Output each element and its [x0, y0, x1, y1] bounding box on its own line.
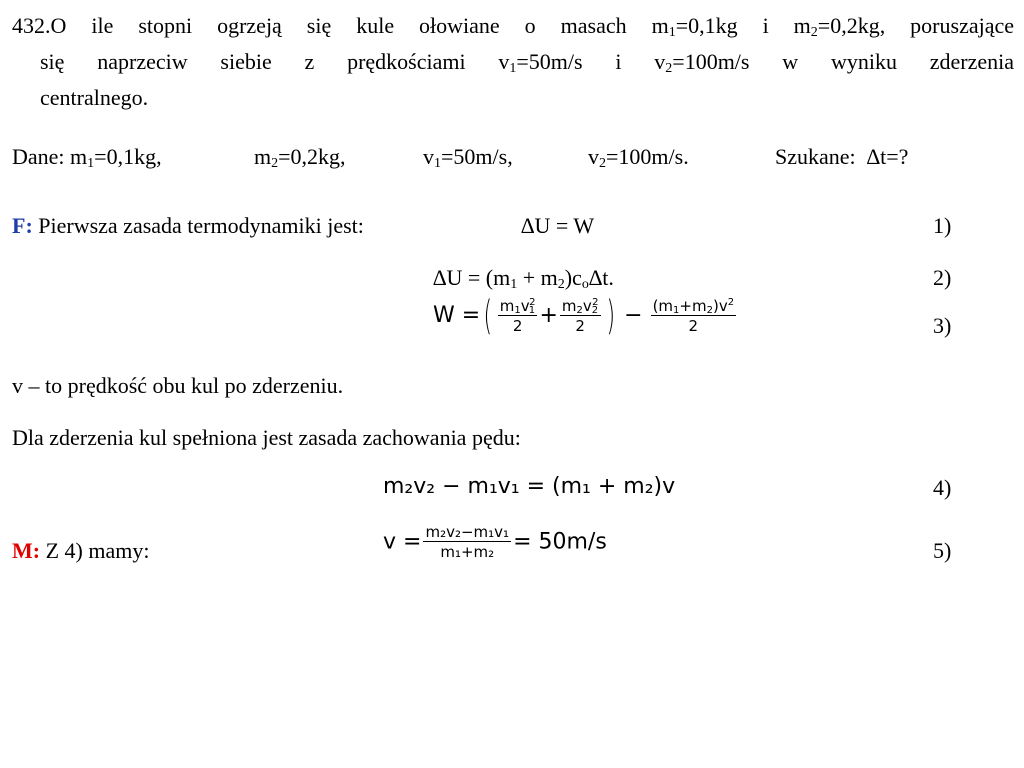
momentum-statement: Dla zderzenia kul spełniona jest zasada zachowania pędu:	[12, 425, 521, 450]
given-v1: $v_1=50m/s$,	[423, 144, 513, 171]
given-m2: $m_2=0,2kg$,	[254, 144, 346, 171]
given-data: Dane: $m_1=0,1kg$,	[12, 144, 162, 171]
equation-2-number: 2)	[933, 265, 952, 290]
physics-intro	[12, 213, 364, 239]
equation-1-number: 1)	[933, 213, 952, 238]
left-paren: (	[483, 293, 493, 339]
problem-line-2: się naprzeciw siebie z prędkościami $v_1=50m/s$ i $v_2=100m/s$ w wyniku zderzenia	[40, 49, 1015, 76]
physics-text: Pierwsza zasada termodynamiki jest:	[38, 213, 364, 238]
equation-2: $\Delta U = (m_1 + m_2)c_o\Delta t$.	[433, 265, 614, 292]
math-text: Z 4) mamy:	[45, 538, 150, 563]
equation-1: ∆U = W	[521, 213, 595, 238]
right-paren: )	[606, 293, 615, 339]
problem-line-1: 432.O ile stopni ogrzeją się kule ołowiane o masach $m_1=0,1kg$ i $m_2=0,2kg$, poruszające	[12, 13, 1015, 40]
fraction-m2v2: $\frac{m_2v_2^2}{2}$	[561, 296, 599, 335]
fraction-v: $\frac{\text{m₂v₂−m₁v₁}}{\text{m₁+m₂}}$	[425, 523, 510, 561]
equation-5: v = $\frac{\text{m₂v₂−m₁v₁}}{\text{m₁+m₂}}$ = 50m/s	[383, 523, 607, 561]
problem-line-3: centralnego.	[40, 85, 149, 110]
equation-4-number: 4)	[933, 475, 952, 500]
equation-3: W =( $\frac{m_1v_1^2}{2}$ + $\frac{m_2v_2^2}{2}$ ) − $\frac{(m_1+m_2)v^2}{2}$	[433, 293, 735, 339]
fraction-total: $\frac{(m_1+m_2)v^2}{2}$	[652, 296, 735, 335]
velocity-definition: v – to prędkość obu kul po zderzeniu.	[12, 373, 344, 398]
math-label: M:	[12, 538, 41, 563]
equation-4: m₂v₂ − m₁v₁ = (m₁ + m₂)v	[383, 474, 676, 499]
equation-3-number: 3)	[933, 313, 952, 338]
given-v2: $v_2=100m/s$.	[588, 144, 689, 171]
equation-5-number: 5)	[933, 538, 952, 563]
physics-label: F:	[12, 213, 33, 238]
math-intro	[12, 538, 149, 564]
equation-3-lhs: W =	[433, 302, 481, 328]
problem-statement	[12, 8, 1014, 116]
fraction-m1v1: $\frac{m_1v_1^2}{2}$	[499, 296, 536, 335]
sought: Szukane: ∆t=?	[775, 144, 909, 169]
